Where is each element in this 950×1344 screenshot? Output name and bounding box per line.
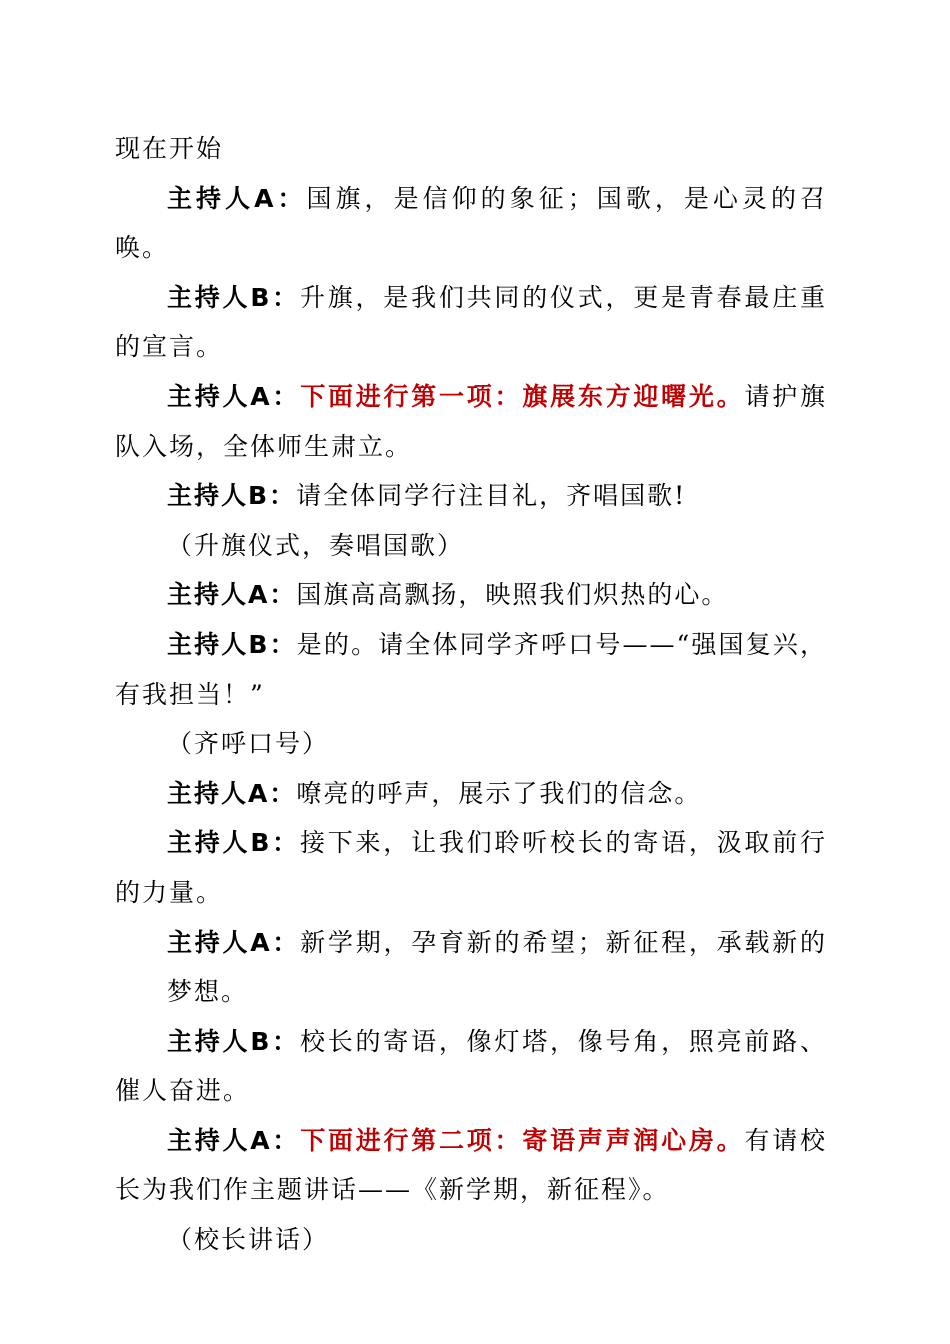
paragraph-text: 嘹亮的呼声，展示了我们的信念。 (296, 778, 702, 808)
speaker-label: 主持人B： (167, 282, 300, 312)
program-item-title: 下面进行第一项：旗展东方迎曙光。 (300, 381, 745, 411)
script-paragraph (115, 124, 827, 174)
speaker-label: 主持人B： (167, 481, 297, 511)
script-paragraph (115, 620, 827, 719)
paragraph-text: （校长讲话） (167, 1225, 330, 1255)
document-body (115, 124, 827, 1265)
paragraph-text: 请护旗队入场，全体师生肃立。 (115, 381, 827, 461)
speaker-label: 主持人A： (167, 778, 297, 808)
script-paragraph (115, 570, 827, 620)
speaker-label: 主持人A： (167, 381, 301, 411)
speaker-label: 主持人B： (167, 1026, 300, 1056)
speaker-label: 主持人B： (167, 629, 297, 659)
paragraph-text: 校长的寄语，像灯塔，像号角，照亮前路、催人奋进。 (115, 1026, 827, 1106)
stage-direction (115, 1215, 827, 1265)
paragraph-text: 国旗，是信仰的象征；国歌，是心灵的召唤。 (115, 183, 827, 263)
script-paragraph (115, 273, 827, 372)
script-paragraph (115, 471, 827, 521)
paragraph-text: （齐呼口号） (167, 729, 330, 759)
script-paragraph (115, 1017, 827, 1116)
speaker-label: 主持人A： (167, 183, 307, 213)
script-paragraph (115, 372, 827, 471)
paragraph-text: 请全体同学行注目礼，齐唱国歌! (296, 481, 687, 511)
script-paragraph (115, 769, 827, 819)
script-paragraph (115, 1116, 827, 1215)
paragraph-text: 国旗高高飘扬，映照我们炽热的心。 (296, 580, 729, 610)
paragraph-text: 新学期，孕育新的希望；新征程，承载新的梦想。 (167, 927, 827, 1007)
stage-direction (115, 521, 827, 571)
paragraph-text: 接下来，让我们聆听校长的寄语，汲取前行的力量。 (115, 828, 827, 907)
speaker-label: 主持人A： (167, 927, 301, 957)
script-paragraph (115, 818, 827, 917)
paragraph-text: 有请校长为我们作主题讲话——《新学期，新征程》。 (115, 1125, 827, 1205)
speaker-label: 主持人B： (167, 828, 300, 858)
paragraph-text: 是的。请全体同学齐呼口号——“强国复兴，有我担当！” (115, 629, 827, 709)
program-item-title: 下面进行第二项：寄语声声润心房。 (300, 1125, 745, 1155)
speaker-label: 主持人A： (167, 1125, 301, 1155)
script-paragraph (115, 174, 827, 273)
paragraph-text: 升旗，是我们共同的仪式，更是青春最庄重的宣言。 (115, 282, 827, 362)
paragraph-text: 现在开始 (115, 134, 224, 163)
stage-direction (115, 719, 827, 769)
speaker-label: 主持人A： (167, 580, 297, 610)
paragraph-text: （升旗仪式，奏唱国歌） (167, 530, 465, 560)
script-paragraph (115, 918, 827, 1017)
